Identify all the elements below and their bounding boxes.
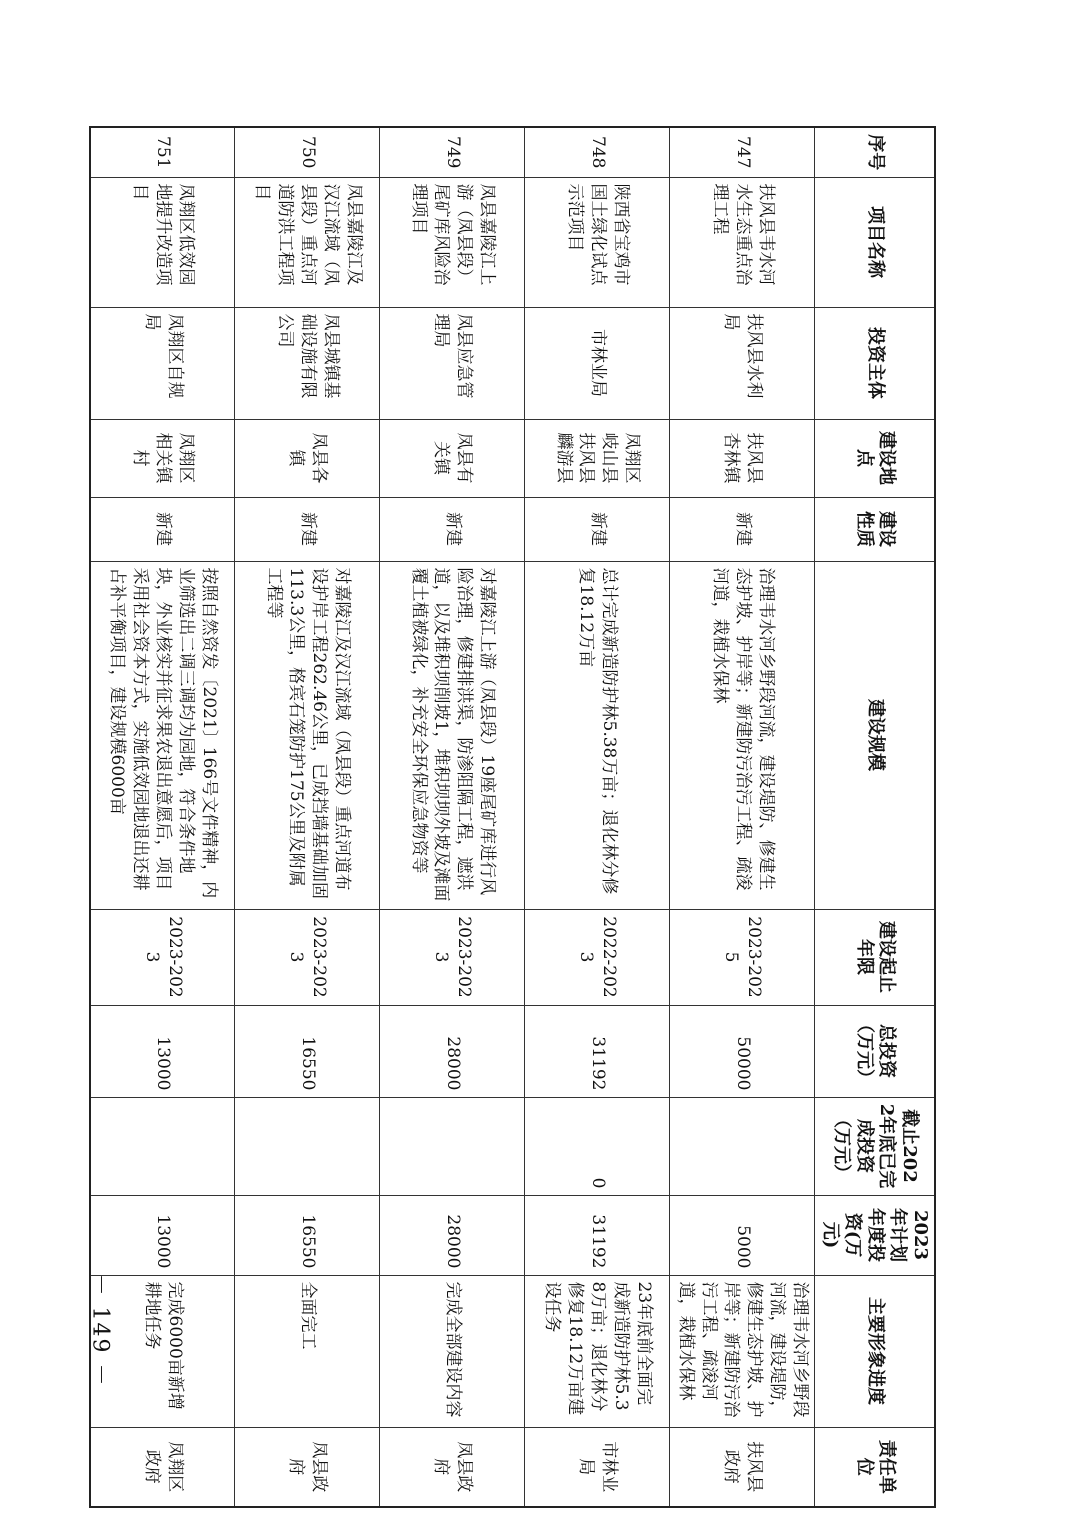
cell-nature: 新建 [235,497,380,561]
header-investor: 投资主体 [815,307,935,419]
project-table [89,126,936,1508]
cell-seq: 751 [90,127,235,177]
cell-scale: 对嘉陵江及汉江流域（凤县段）重点河道布设护岸工程262.46公里，已成挡墙基础加固113.3公里，格宾石笼防护175公里及附属工程等 [235,561,380,909]
cell-seq: 749 [380,127,525,177]
cell-name: 陕西省宝鸡市国土绿化试点示范项目 [525,177,670,307]
cell-seq: 750 [235,127,380,177]
table-header-row [815,127,935,1507]
cell-plan: 28000 [380,1195,525,1275]
cell-name: 凤县嘉陵江及汉江流域（凤县段）重点河道防洪工程项目 [235,177,380,307]
header-location: 建设地点 [815,419,935,497]
table-row [235,127,380,1507]
header-progress: 主要形象进度 [815,1275,935,1427]
cell-progress: 全面完工 [235,1275,380,1427]
cell-period: 2023-2023 [235,909,380,1005]
cell-unit: 扶风县政府 [670,1427,815,1507]
cell-investor: 凤县城镇基础设施有限公司 [235,307,380,419]
header-seq: 序号 [815,127,935,177]
cell-unit: 凤县政府 [235,1427,380,1507]
cell-plan: 31192 [525,1195,670,1275]
cell-completed [235,1097,380,1195]
table-row [380,127,525,1507]
cell-location: 凤翔区岐山县扶风县麟游县 [525,419,670,497]
cell-scale: 按照自然资发〔2021〕166号文件精神，内业筛选出二调三调均为园地，符合条件地块，外业核实并征求果农退出意愿后，项目采用社会资本方式，实施低效园地退出还耕占补平衡项目，建设规模6000亩 [90,561,235,909]
cell-period: 2023-2023 [90,909,235,1005]
cell-progress: 完成6000亩新增耕地任务 [90,1275,235,1427]
cell-total: 50000 [670,1005,815,1097]
cell-scale: 总计完成新造防护林5.38万亩；退化林分修复18.12万亩 [525,561,670,909]
cell-scale: 对嘉陵江上游（凤县段）19座尾矿库进行风险治理，修建排洪渠，防渗阻隔工程，遮洪道，以及堆积坝削坡1，堆积坝坝外坡及滩面覆土植被绿化，补充安全环保应急物资等 [380,561,525,909]
cell-period: 2022-2023 [525,909,670,1005]
header-unit: 责任单位 [815,1427,935,1507]
header-name: 项目名称 [815,177,935,307]
cell-seq: 748 [525,127,670,177]
cell-location: 扶风县杏林镇 [670,419,815,497]
cell-unit: 凤县政府 [380,1427,525,1507]
cell-investor: 凤翔区自规局 [90,307,235,419]
page-number-text: － 149 － [87,1273,113,1387]
cell-location: 凤县各镇 [235,419,380,497]
cell-plan: 13000 [90,1195,235,1275]
cell-name: 扶风县韦水河水生态重点治理工程 [670,177,815,307]
table-row [525,127,670,1507]
cell-nature: 新建 [90,497,235,561]
cell-name: 凤县嘉陵江上游（凤县段）尾矿库风险治理项目 [380,177,525,307]
cell-total: 16550 [235,1005,380,1097]
cell-unit: 市林业局 [525,1427,670,1507]
cell-name: 凤翔区低效园地提升改造项目 [90,177,235,307]
cell-total: 13000 [90,1005,235,1097]
cell-investor: 市林业局 [525,307,670,419]
cell-progress: 治理韦水河乡野段河流，建设堤防，修建生态护坡、护岸等；新建防污治污工程、疏浚河道，栽植水保林 [670,1275,815,1427]
cell-plan: 5000 [670,1195,815,1275]
table-row [670,127,815,1507]
cell-scale: 治理韦水河乡野段河流，建设堤防、修建生态护坡、护岸等；新建防污治污工程、疏浚河道，栽植水保林 [670,561,815,909]
cell-seq: 747 [670,127,815,177]
header-completed: 截止2022年底已完成投资（万元） [815,1097,935,1195]
header-plan: 2023年计划年度投资(万元) [815,1195,935,1275]
header-total: 总投资（万元） [815,1005,935,1097]
cell-completed [380,1097,525,1195]
cell-progress: 23年底前全面完成新造防护林5.38万亩；退化林分修复18.12万亩建设任务 [525,1275,670,1427]
cell-unit: 凤翔区政府 [90,1427,235,1507]
cell-completed [90,1097,235,1195]
cell-investor: 扶风县水利局 [670,307,815,419]
cell-period: 2023-2025 [670,909,815,1005]
cell-period: 2023-2023 [380,909,525,1005]
header-period: 建设起止年限 [815,909,935,1005]
rotated-table-frame [107,126,936,1494]
cell-completed [670,1097,815,1195]
cell-investor: 凤县应急管理局 [380,307,525,419]
header-nature: 建设性质 [815,497,935,561]
page-number [82,1273,122,1387]
cell-nature: 新建 [525,497,670,561]
cell-total: 28000 [380,1005,525,1097]
cell-total: 31192 [525,1005,670,1097]
project-sheet [107,126,936,1494]
cell-location: 凤翔区相关镇村 [90,419,235,497]
header-scale: 建设规模 [815,561,935,909]
cell-plan: 16550 [235,1195,380,1275]
cell-completed: 0 [525,1097,670,1195]
cell-nature: 新建 [670,497,815,561]
cell-nature: 新建 [380,497,525,561]
cell-location: 凤县有关镇 [380,419,525,497]
cell-progress: 完成全部建设内容 [380,1275,525,1427]
